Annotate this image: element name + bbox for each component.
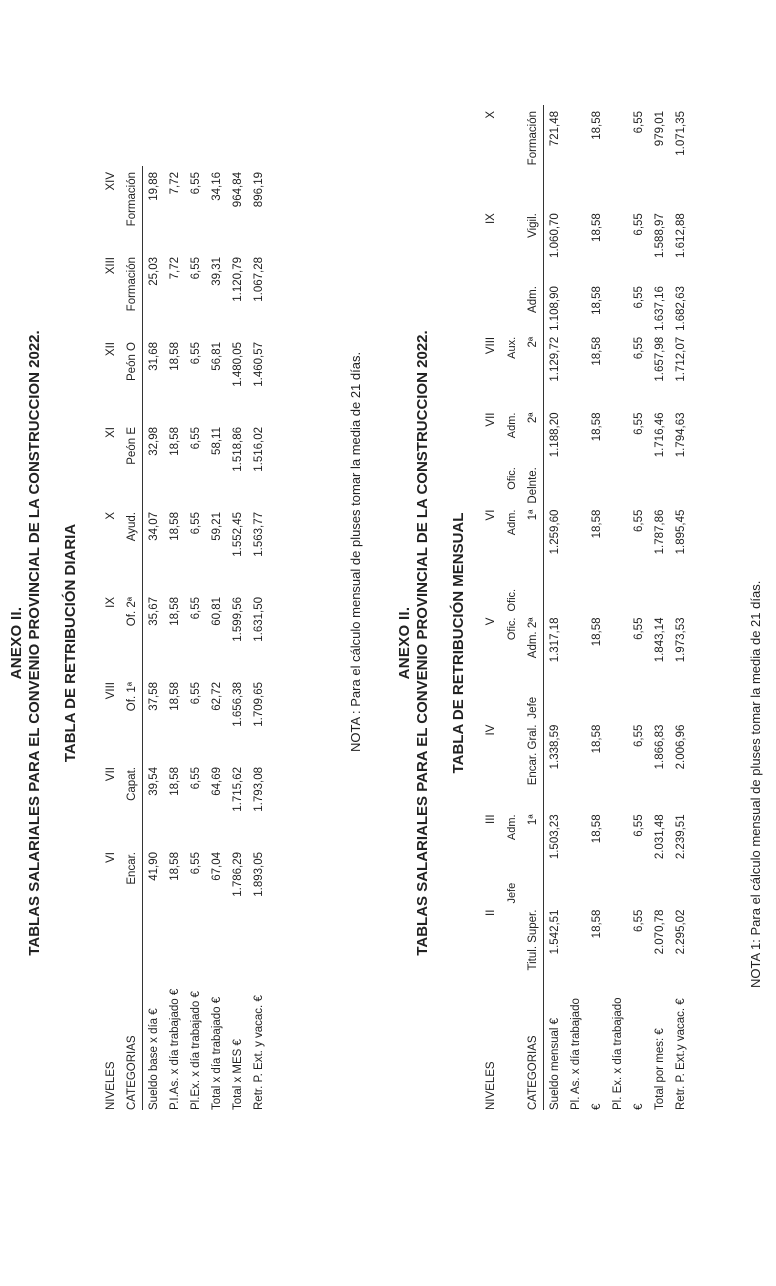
value-cell: 18,58 xyxy=(168,597,181,626)
value-cell: 1.071,35 xyxy=(674,111,687,156)
anexo-heading: ANEXO II. xyxy=(396,606,413,680)
value-cell: 1.631,50 xyxy=(252,597,265,642)
anexo-heading: ANEXO II. xyxy=(8,606,25,680)
value-cell: 1.518,86 xyxy=(231,427,244,472)
categoria-cell: Jefe xyxy=(505,882,518,904)
value-cell: 41,90 xyxy=(147,852,160,881)
table-row xyxy=(164,166,185,1110)
niveles-row xyxy=(100,166,121,1110)
nivel-cell: XII xyxy=(104,342,117,357)
value-cell: 60,81 xyxy=(210,597,223,626)
value-cell: 1.612,88 xyxy=(674,213,687,258)
value-cell: 1.715,62 xyxy=(231,767,244,812)
categoria-cell: Peón O xyxy=(121,336,143,421)
value-cell: 31,68 xyxy=(147,342,160,371)
value-cell: 56,81 xyxy=(210,342,223,371)
value-cell: 6,55 xyxy=(189,172,202,195)
row-label: Sueldo mensual € xyxy=(548,1017,561,1110)
value-cell: 1.060,70 xyxy=(548,213,561,258)
value-cell: 39,54 xyxy=(147,767,160,796)
value-cell: 18,58 xyxy=(590,336,603,366)
niveles-label: NIVELES xyxy=(484,1061,497,1110)
value-cell: 1.786,29 xyxy=(231,852,244,897)
row-label: Pl.Ex. x día trabajado € xyxy=(189,991,202,1110)
value-cell: 2.031,48 xyxy=(653,814,666,860)
row-label: Pl. Ex. x día trabajado xyxy=(611,997,624,1110)
nivel-cell: VI xyxy=(104,852,117,863)
nivel-cell: III xyxy=(484,814,497,824)
value-cell: 1.709,65 xyxy=(252,682,265,727)
value-cell: 6,55 xyxy=(632,286,645,309)
value-cell: 18,58 xyxy=(168,342,181,371)
nivel-cell: VII xyxy=(484,412,497,427)
categoria-cell: Jefe xyxy=(522,691,544,719)
categorias-top-row xyxy=(501,105,522,1110)
value-cell: 1.480,05 xyxy=(231,342,244,387)
categorias-label: CATEGORIAS xyxy=(522,988,544,1110)
monthly-salary-table xyxy=(480,105,691,1110)
row-label: Total por mes: € xyxy=(653,1028,666,1110)
nivel-cell: VIII xyxy=(104,682,117,700)
value-cell: 58,11 xyxy=(210,427,223,455)
categoria-cell: 1ª xyxy=(522,808,544,876)
value-cell: 19,88 xyxy=(147,172,160,201)
categoria-cell: Formación xyxy=(522,105,544,207)
categoria-cell: Of. 1ª xyxy=(121,676,143,761)
value-cell: 6,55 xyxy=(189,767,202,790)
value-cell: 1.599,56 xyxy=(231,597,244,642)
value-cell: 62,72 xyxy=(210,682,223,711)
row-label: Retr. P. Ext.y vacac. € xyxy=(674,998,687,1110)
table-row xyxy=(565,105,586,1110)
value-cell: 2.295,02 xyxy=(674,909,687,955)
table-row xyxy=(586,105,607,1110)
categoria-cell: Adm. xyxy=(522,280,544,331)
value-cell: 7,72 xyxy=(168,172,181,195)
value-cell: 1.317,18 xyxy=(548,617,561,663)
value-cell: 1.338,59 xyxy=(548,724,561,770)
nivel-cell: VI xyxy=(484,509,497,521)
value-cell: 67,04 xyxy=(210,852,223,881)
row-label: Sueldo base x día € xyxy=(147,1008,160,1110)
value-cell: 2.239,51 xyxy=(674,814,687,860)
table-subtitle: TABLA DE RETRIBUCIÓN DIARIA xyxy=(62,523,79,763)
value-cell: 1.503,23 xyxy=(548,814,561,860)
value-cell: 1.712,07 xyxy=(674,336,687,382)
value-cell: 25,03 xyxy=(147,257,160,286)
categoria-cell: 1ª xyxy=(522,504,544,583)
value-cell: 6,55 xyxy=(632,617,645,640)
value-cell: 35,67 xyxy=(147,597,160,626)
value-cell: 6,55 xyxy=(189,257,202,280)
table-row xyxy=(227,166,248,1110)
categorias-row xyxy=(522,105,544,1110)
nivel-cell: VIII xyxy=(484,336,497,355)
value-cell: 7,72 xyxy=(168,257,181,280)
nivel-cell: IX xyxy=(484,213,497,225)
value-cell: 18,58 xyxy=(590,814,603,844)
categoria-cell: 2ª xyxy=(522,407,544,462)
table-row xyxy=(248,166,269,1110)
value-cell: 1.716,46 xyxy=(653,412,666,458)
value-cell: 1.188,20 xyxy=(548,412,561,458)
value-cell: 1.552,45 xyxy=(231,512,244,557)
value-cell: 18,58 xyxy=(590,213,603,242)
categoria-cell: Vigil. xyxy=(522,207,544,280)
categoria-cell: Adm. 2ª xyxy=(522,612,544,691)
table-row xyxy=(143,166,165,1110)
value-cell: 1.259,60 xyxy=(548,509,561,555)
value-cell: 18,58 xyxy=(590,412,603,442)
nivel-cell: IV xyxy=(484,724,497,736)
value-cell: 6,55 xyxy=(189,342,202,365)
row-label: Pl. As. x día trabajado xyxy=(569,998,582,1110)
nivel-cell: XIV xyxy=(104,172,117,191)
row-label: Total x MES € xyxy=(231,1039,244,1110)
nivel-cell: IX xyxy=(104,597,117,608)
categoria-cell: Of. 2ª xyxy=(121,591,143,676)
value-cell: 18,58 xyxy=(590,111,603,140)
value-cell: 1.656,38 xyxy=(231,682,244,727)
value-cell: 6,55 xyxy=(632,909,645,932)
value-cell: 896,19 xyxy=(252,172,265,208)
value-cell: 1.637,16 xyxy=(653,286,666,331)
section-diaria xyxy=(0,0,385,1286)
categoria-cell: Delnte. xyxy=(522,461,544,503)
categoria-cell: Capat. xyxy=(121,761,143,846)
value-cell: 1.542,51 xyxy=(548,909,561,955)
value-cell: 6,55 xyxy=(632,412,645,435)
value-cell: 32,98 xyxy=(147,427,160,456)
value-cell: 6,55 xyxy=(189,682,202,705)
niveles-row xyxy=(480,105,501,1110)
value-cell: 2.006,96 xyxy=(674,724,687,770)
categoria-cell: Adm. xyxy=(505,412,518,439)
value-cell: 2.070,78 xyxy=(653,909,666,955)
row-label: Retr. P. Ext. y vacac. € xyxy=(252,995,265,1110)
table-row xyxy=(544,105,566,1110)
value-cell: 6,55 xyxy=(632,814,645,837)
table-row xyxy=(206,166,227,1110)
value-cell: 18,58 xyxy=(590,617,603,647)
categoria-cell: Encar. Gral. xyxy=(522,719,544,809)
categoria-cell: Adm. xyxy=(505,509,518,536)
value-cell: 979,01 xyxy=(653,111,666,147)
value-cell: 1.108,90 xyxy=(548,286,561,331)
categoria-cell: Ofic. xyxy=(505,467,518,490)
daily-salary-table xyxy=(100,166,269,1110)
value-cell: 6,55 xyxy=(189,852,202,875)
value-cell: 1.460,57 xyxy=(252,342,265,387)
row-label: P.I.As. x día trabajado € xyxy=(168,988,181,1110)
value-cell: 39,31 xyxy=(210,257,223,286)
categoria-cell: Ofic. xyxy=(505,588,518,612)
value-cell: 34,16 xyxy=(210,172,223,201)
row-label-cont: € xyxy=(590,1103,603,1110)
row-label: Total x día trabajado € xyxy=(210,996,223,1110)
value-cell: 6,55 xyxy=(632,213,645,236)
value-cell: 1.893,05 xyxy=(252,852,265,897)
value-cell: 37,58 xyxy=(147,682,160,711)
niveles-label: NIVELES xyxy=(104,1061,117,1110)
value-cell: 1.895,45 xyxy=(674,509,687,555)
categoria-cell: Aux. xyxy=(505,336,518,359)
value-cell: 18,58 xyxy=(590,286,603,315)
value-cell: 964,84 xyxy=(231,172,244,208)
table-subtitle: TABLA DE RETRIBUCIÓN MENSUAL xyxy=(450,512,467,774)
nivel-cell: V xyxy=(484,617,497,626)
value-cell: 1.843,14 xyxy=(653,617,666,663)
value-cell: 1.794,63 xyxy=(674,412,687,458)
value-cell: 1.067,28 xyxy=(252,257,265,302)
value-cell: 6,55 xyxy=(189,512,202,535)
value-cell: 6,55 xyxy=(189,427,202,450)
value-cell: 1.120,79 xyxy=(231,257,244,302)
main-title: TABLAS SALARIALES PARA EL CONVENIO PROVINCIAL DE LA CONSTRUCCION 2022. xyxy=(26,330,43,956)
categoria-cell: Formación xyxy=(121,166,143,251)
value-cell: 1.973,53 xyxy=(674,617,687,663)
categoria-cell: Peón E xyxy=(121,421,143,506)
value-cell: 6,55 xyxy=(632,724,645,747)
categoria-cell: Titul. Super. xyxy=(522,904,544,988)
table-row xyxy=(607,105,628,1110)
table-row xyxy=(649,105,670,1110)
value-cell: 18,58 xyxy=(168,512,181,541)
value-cell: 18,58 xyxy=(168,767,181,796)
nivel-cell: X xyxy=(104,512,117,520)
value-cell: 1.657,98 xyxy=(653,336,666,382)
value-cell: 1.129,72 xyxy=(548,336,561,382)
categoria-cell: Ayud. xyxy=(121,506,143,591)
table-row xyxy=(185,166,206,1110)
categoria-cell: Encar. xyxy=(121,846,143,931)
value-cell: 1.588,97 xyxy=(653,213,666,258)
section-mensual xyxy=(392,0,776,1286)
value-cell: 64,69 xyxy=(210,767,223,796)
value-cell: 18,58 xyxy=(168,852,181,881)
nivel-cell: X xyxy=(484,111,497,119)
categorias-row xyxy=(121,166,143,1110)
categoria-cell: 2ª xyxy=(522,331,544,407)
value-cell: 18,58 xyxy=(168,427,181,456)
value-cell: 1.787,86 xyxy=(653,509,666,555)
value-cell: 18,58 xyxy=(590,509,603,539)
value-cell: 59,21 xyxy=(210,512,223,541)
value-cell: 6,55 xyxy=(632,111,645,134)
row-label-cont: € xyxy=(632,1103,645,1110)
value-cell: 18,58 xyxy=(590,724,603,754)
table-row xyxy=(670,105,691,1110)
value-cell: 18,58 xyxy=(168,682,181,711)
table-row xyxy=(628,105,649,1110)
nivel-cell: II xyxy=(484,909,497,916)
value-cell: 1.563,77 xyxy=(252,512,265,557)
main-title: TABLAS SALARIALES PARA EL CONVENIO PROVINCIAL DE LA CONSTRUCCION 2022. xyxy=(414,330,431,956)
nivel-cell: VII xyxy=(104,767,117,782)
value-cell: 6,55 xyxy=(189,597,202,620)
categoria-cell: Ofic. xyxy=(505,617,518,641)
categoria-cell: Adm. xyxy=(505,814,518,841)
value-cell: 1.866,83 xyxy=(653,724,666,770)
value-cell: 1.516,02 xyxy=(252,427,265,472)
value-cell: 6,55 xyxy=(632,509,645,532)
value-cell: 1.793,08 xyxy=(252,767,265,812)
value-cell: 1.682,63 xyxy=(674,286,687,331)
categoria-cell: Formación xyxy=(121,251,143,336)
daily-note: NOTA : Para el cálculo mensual de pluses tomar la media de 21 días. xyxy=(348,351,363,752)
value-cell: 6,55 xyxy=(632,336,645,360)
value-cell: 721,48 xyxy=(548,111,561,147)
nivel-cell: XIII xyxy=(104,257,117,275)
value-cell: 34,07 xyxy=(147,512,160,541)
monthly-note: NOTA 1: Para el cálculo mensual de pluses tomar la media de 21 días. xyxy=(748,580,763,988)
categorias-label: CATEGORIAS xyxy=(121,931,143,1110)
value-cell: 18,58 xyxy=(590,909,603,939)
nivel-cell: XI xyxy=(104,427,117,438)
